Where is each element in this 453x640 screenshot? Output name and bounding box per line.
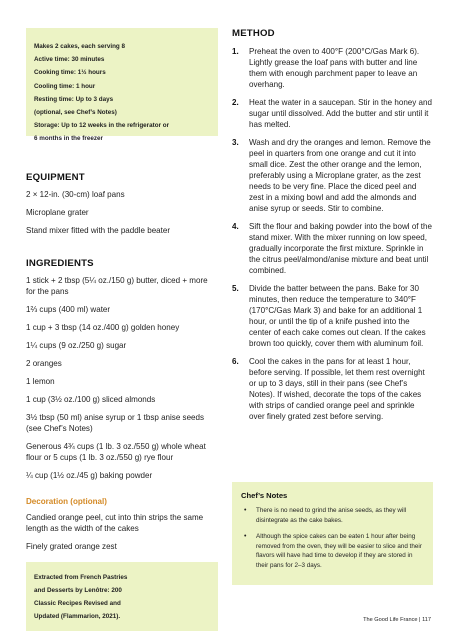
ingredient-item: 1 stick + 2 tbsp (5¼ oz./150 g) butter, diced + more for the pans bbox=[26, 276, 208, 296]
method-step bbox=[232, 356, 432, 422]
step-number: 5. bbox=[232, 284, 239, 293]
equipment-heading: EQUIPMENT bbox=[26, 172, 85, 183]
info-storage-cont: 6 months in the freezer bbox=[34, 135, 103, 143]
equipment-item: Microplane grater bbox=[26, 208, 89, 217]
chefs-notes-box bbox=[232, 482, 433, 585]
chefs-note-item bbox=[241, 506, 424, 525]
decoration-item: Candied orange peel, cut into thin strips the same length as the width of the cakes bbox=[26, 513, 204, 533]
chefs-note-text: Although the spice cakes can be eaten 1 hour after being removed from the oven, they will be easier to slice and their flavors will have had time to develop if they are stored in their pans for 2–3 days. bbox=[256, 533, 422, 569]
source-line: Updated (Flammarion, 2021). bbox=[34, 613, 121, 620]
info-servings: Makes 2 cakes, each serving 8 bbox=[34, 43, 126, 50]
info-cooking-time: Cooking time: 1½ hours bbox=[34, 69, 106, 77]
step-text: Wash and dry the oranges and lemon. Remove the peel in quarters from one orange and cut it into small dice. Zest the other orange and the lemon, preferably using a Microplane grater, as the zest needs to be very fine. Place the diced peel and zest in a mixing bowl and add the almonds and anise syrup or seeds. Stir to combine. bbox=[249, 138, 431, 213]
method-step bbox=[232, 283, 432, 349]
info-cooling-time: Cooling time: 1 hour bbox=[34, 82, 96, 90]
source-line: Extracted from French Pastries bbox=[34, 574, 128, 581]
chefs-notes-heading: Chef’s Notes bbox=[241, 491, 288, 500]
ingredient-item: 3½ tbsp (50 ml) anise syrup or 1 tbsp anise seeds (see Chef’s Notes) bbox=[26, 413, 205, 433]
bullet-icon: • bbox=[244, 507, 247, 514]
method-step bbox=[232, 137, 432, 214]
step-number: 2. bbox=[232, 98, 239, 107]
decoration-item: Finely grated orange zest bbox=[26, 542, 117, 551]
equipment-item: 2 × 12-in. (30-cm) loaf pans bbox=[26, 190, 125, 199]
decoration-list bbox=[26, 512, 218, 552]
chefs-note-text: There is no need to grind the anise seeds, as they will disintegrate as the cake bakes. bbox=[256, 507, 407, 524]
ingredient-item: 1 cup + 3 tbsp (14 oz./400 g) golden honey bbox=[26, 323, 180, 332]
info-storage: Storage: Up to 12 weeks in the refrigerator or bbox=[34, 122, 170, 130]
step-text: Cool the cakes in the pans for at least 1 hour, before serving. If possible, let them rest overnight or up to 3 days, still in their pans (see Chef’s Notes). If wished, decorate the tops of the cakes with strips of candied orange peel and sprinkle over finely grated zest before serving. bbox=[249, 357, 425, 421]
equipment-item: Stand mixer fitted with the paddle beater bbox=[26, 226, 171, 235]
recipe-info-box bbox=[26, 28, 218, 143]
step-number: 6. bbox=[232, 357, 239, 366]
ingredient-item: 1⅔ cups (400 ml) water bbox=[26, 305, 111, 314]
info-active-time: Active time: 30 minutes bbox=[34, 56, 105, 64]
method-step bbox=[232, 46, 432, 90]
method-heading: METHOD bbox=[232, 28, 275, 39]
decoration-heading: Decoration (optional) bbox=[26, 497, 107, 506]
chefs-notes-list bbox=[241, 506, 424, 570]
ingredient-item: 1 lemon bbox=[26, 377, 55, 386]
bullet-icon: • bbox=[244, 533, 247, 540]
info-resting-time: Resting time: Up to 3 days bbox=[34, 95, 114, 103]
ingredient-item: 1¼ cups (9 oz./250 g) sugar bbox=[26, 341, 127, 350]
step-number: 1. bbox=[232, 47, 239, 56]
equipment-list bbox=[26, 189, 218, 236]
step-number: 4. bbox=[232, 222, 239, 231]
method-step bbox=[232, 221, 432, 276]
ingredient-item: ¼ cup (1½ oz./45 g) baking powder bbox=[26, 471, 153, 480]
ingredients-heading: INGREDIENTS bbox=[26, 258, 94, 269]
page-footer: The Good Life France | 117 bbox=[363, 617, 431, 623]
ingredient-item: 1 cup (3½ oz./100 g) sliced almonds bbox=[26, 395, 156, 404]
ingredients-list bbox=[26, 275, 218, 481]
step-text: Sift the flour and baking powder into the bowl of the stand mixer. With the mixer running on low speed, gradually incorporate the first mixture. Sprinkle in the citrus peel/almond/anise mixture and beat until combined. bbox=[249, 222, 432, 275]
method-steps bbox=[232, 46, 432, 422]
left-column bbox=[26, 28, 218, 631]
chefs-note-item bbox=[241, 532, 424, 570]
ingredient-item: Generous 4¾ cups (1 lb. 3 oz./550 g) whole wheat flour or 5 cups (1 lb. 3 oz./550 g) rye flour bbox=[26, 442, 206, 462]
step-text: Divide the batter between the pans. Bake for 30 minutes, then reduce the temperature to 340°F (170°C/Gas Mark 3) and bake for an additional 1 hour, or until the tip of a knife pushed into the center of each cake comes out clean. If the cakes brown too quickly, cover them with aluminum foil. bbox=[249, 284, 426, 348]
source-box bbox=[26, 562, 218, 631]
step-text: Heat the water in a saucepan. Stir in the honey and sugar until dissolved. Add the butter and stir until it has melted. bbox=[249, 98, 432, 129]
step-text: Preheat the oven to 400°F (200°C/Gas Mark 6). Lightly grease the loaf pans with butter and line them with enough parchment paper to leave an overhang. bbox=[249, 47, 420, 89]
ingredient-item: 2 oranges bbox=[26, 359, 62, 368]
step-number: 3. bbox=[232, 138, 239, 147]
method-step bbox=[232, 97, 432, 130]
source-line: Classic Recipes Revised and bbox=[34, 600, 121, 607]
source-line: and Desserts by Lenôtre: 200 bbox=[34, 587, 122, 594]
info-resting-note: (optional, see Chef’s Notes) bbox=[34, 109, 117, 117]
right-column bbox=[232, 28, 432, 429]
